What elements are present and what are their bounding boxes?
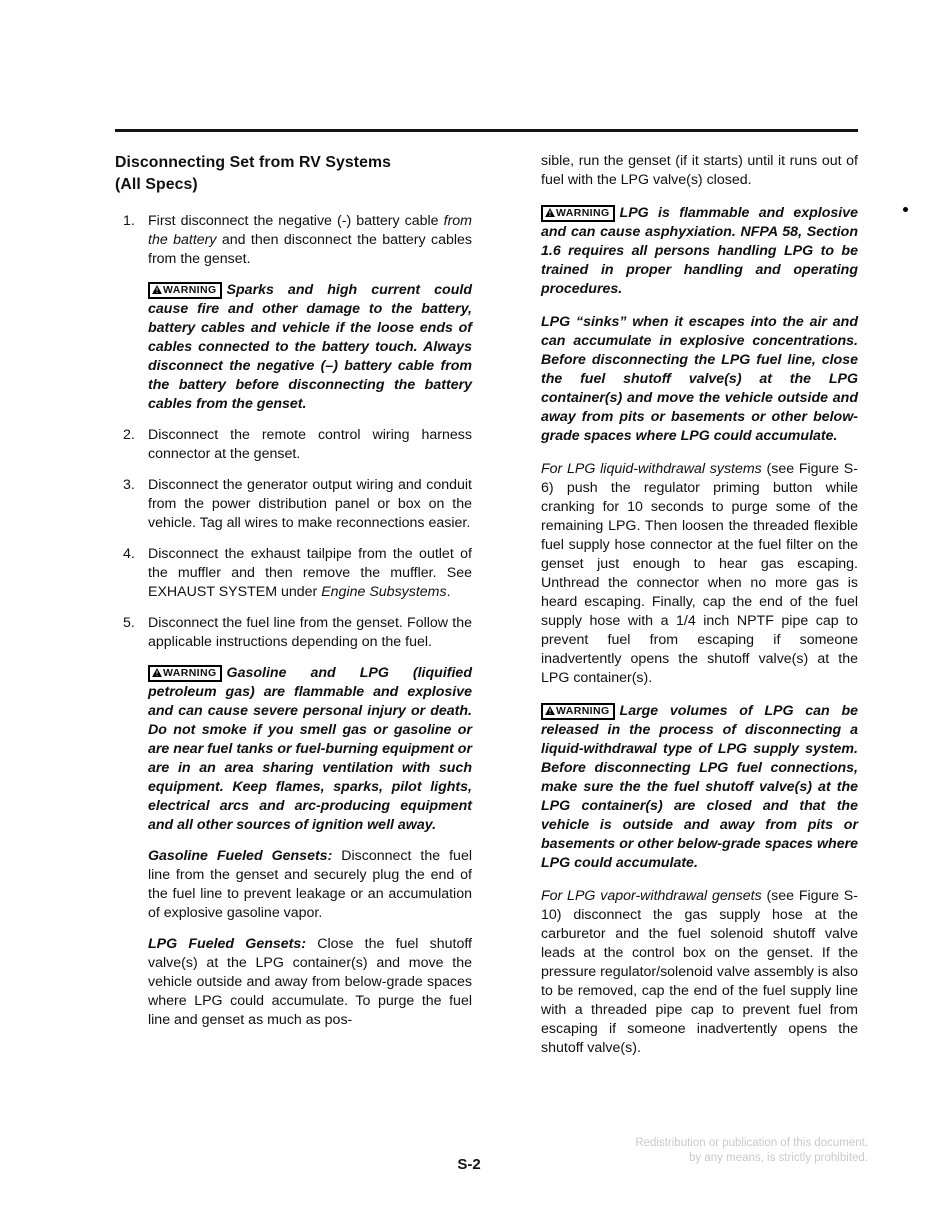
text-run: Close the fuel shutoff valve(s) at the LPG container(s) and move the vehicle outside and away from below-grade spaces where LPG could accumulate. To purge the fuel line and genset as much as pos- (148, 936, 472, 1028)
margin-dot (903, 207, 908, 212)
warning-block-battery (148, 281, 472, 414)
item-text (148, 212, 472, 269)
paragraph-vapor-withdrawal (541, 887, 858, 1058)
warning-label-text: WARNING (163, 284, 217, 296)
page-number: S-2 (457, 1156, 481, 1173)
warning-text: LPG is flammable and explosive and can cause asphyxiation. NFPA 58, Section 1.6 requires all persons handling LPG to be trained in proper handling and operating procedures. (541, 205, 858, 297)
warning-block-lpg-sinks (541, 313, 858, 446)
text-run: and then disconnect the battery cables from the genset. (148, 232, 472, 267)
item-number: 2. (123, 427, 135, 443)
two-column-layout (115, 152, 858, 1072)
paragraph-lead: Gasoline Fueled Gensets: (148, 848, 333, 864)
paragraph-lead: LPG Fueled Gensets: (148, 936, 306, 952)
left-column (115, 152, 472, 1072)
text-run: Disconnect the fuel line from the genset. Follow the applicable instructions depending on the fuel. (148, 615, 472, 650)
warning-label-text: WARNING (556, 207, 610, 219)
warning-label (148, 282, 222, 299)
warning-label-text: WARNING (556, 705, 610, 717)
text-run: (see Figure S-6) push the regulator priming button while cranking for 10 seconds to purge some of the remaining LPG. Then loosen the threaded flexible fuel supply hose connector at the fuel filter on the genset just enough to hear gas escaping. Unthread the connector when no more gas is heard escaping. Finally, cap the end of the fuel supply hose with a 1/4 inch NPTF pipe cap to prevent fuel from escaping if someone inadvertently opens the shutoff valve(s) at the LPG container(s). (541, 461, 858, 686)
section-heading (115, 152, 472, 196)
text-run: (see Figure S-10) disconnect the gas supply hose at the carburetor and the fuel solenoid shutoff valve leads at the control box on the genset. If the pressure regulator/solenoid valve assembly is also to be removed, cap the end of the fuel supply line with a threaded pipe cap to prevent fuel from escaping if someone inadvertently opens the shutoff valve(s). (541, 888, 859, 1056)
item-number: 4. (123, 546, 135, 562)
numbered-item-5 (115, 614, 472, 652)
warning-triangle-icon (545, 706, 555, 715)
text-run: Disconnect the fuel line from the genset and securely plug the end of the fuel line to prevent leakage or an accumulation of explosive gasoline vapor. (148, 848, 472, 921)
warning-text: Sparks and high current could cause fire and other damage to the battery, battery cables and vehicle if the loose ends of cables connected to the battery touch. Always disconnect the negative (–) battery cable from the battery before disconnecting the battery cables from the genset. (148, 282, 472, 412)
warning-text: Gasoline and LPG (liquified petroleum gas) are flammable and explosive and can cause severe personal injury or death. Do not smoke if you smell gas or gasoline or are near fuel tanks or fuel-burning equipment or are in an area sharing ventilation with such equipment. Keep flames, sparks, pilot lights, electrical arcs and arc-producing equipment and all other sources of ignition well away. (148, 665, 472, 833)
watermark-line-2: by any means, is strictly prohibited. (689, 1152, 868, 1164)
text-run: Disconnect the exhaust tailpipe from the outlet of the muffler and then remove the muffler. See EXHAUST SYSTEM under (148, 546, 472, 600)
item-text (148, 614, 472, 652)
text-run-italic: For LPG liquid-withdrawal systems (541, 461, 762, 477)
item-text (148, 476, 472, 533)
item-text (148, 426, 472, 464)
numbered-item-4 (115, 545, 472, 602)
warning-text: Large volumes of LPG can be released in the process of disconnecting a liquid-withdrawal type of LPG supply system. Before disconnecting LPG fuel connections, make sure the the fuel shutoff valve(s) at the LPG container(s) are closed and that the vehicle is outside and away from pits or basements or other below-grade spaces where LPG could accumulate. (541, 703, 858, 871)
text-run: sible, run the genset (if it starts) until it runs out of fuel with the LPG valve(s) closed. (541, 153, 858, 188)
warning-block-lpg-flammable (541, 204, 858, 299)
paragraph-liquid-withdrawal (541, 460, 858, 688)
right-column (541, 152, 858, 1072)
numbered-item-1 (115, 212, 472, 269)
warning-label (541, 703, 615, 720)
paragraph-gasoline-gensets (148, 847, 472, 923)
paragraph-continuation (541, 152, 858, 190)
warning-block-large-volumes (541, 702, 858, 873)
warning-triangle-icon (152, 285, 162, 294)
warning-text: LPG “sinks” when it escapes into the air and can accumulate in explosive concentrations. Before disconnecting the LPG fuel line, close the fuel shutoff valve(s) at the LPG container(s) and move the vehicle outside and away from pits or basements or other below-grade spaces where LPG could accumulate. (541, 314, 858, 444)
text-run: Disconnect the generator output wiring and conduit from the power distribution panel or box on the vehicle. Tag all wires to make reconnections easier. (148, 477, 472, 531)
warning-block-gasoline-lpg (148, 664, 472, 835)
text-run-italic: For LPG vapor-withdrawal gensets (541, 888, 762, 904)
text-run: Disconnect the remote control wiring harness connector at the genset. (148, 427, 472, 462)
warning-triangle-icon (152, 668, 162, 677)
text-run-italic: Engine Subsystems (321, 584, 447, 600)
item-number: 5. (123, 615, 135, 631)
warning-label-text: WARNING (163, 667, 217, 679)
text-run: . (446, 584, 451, 600)
text-run: First disconnect the negative (-) battery cable (148, 213, 444, 229)
numbered-item-3 (115, 476, 472, 533)
text-run-italic: from the battery (148, 213, 472, 248)
warning-label (148, 665, 222, 682)
heading-line-2: (All Specs) (115, 176, 198, 193)
item-text (148, 545, 472, 602)
item-number: 1. (123, 213, 135, 229)
heading-line-1: Disconnecting Set from RV Systems (115, 154, 392, 171)
paragraph-lpg-gensets (148, 935, 472, 1030)
numbered-item-2 (115, 426, 472, 464)
warning-label (541, 205, 615, 222)
watermark-line-1: Redistribution or publication of this document. (635, 1137, 868, 1149)
header-rule (115, 129, 858, 132)
item-number: 3. (123, 477, 135, 493)
warning-triangle-icon (545, 208, 555, 217)
